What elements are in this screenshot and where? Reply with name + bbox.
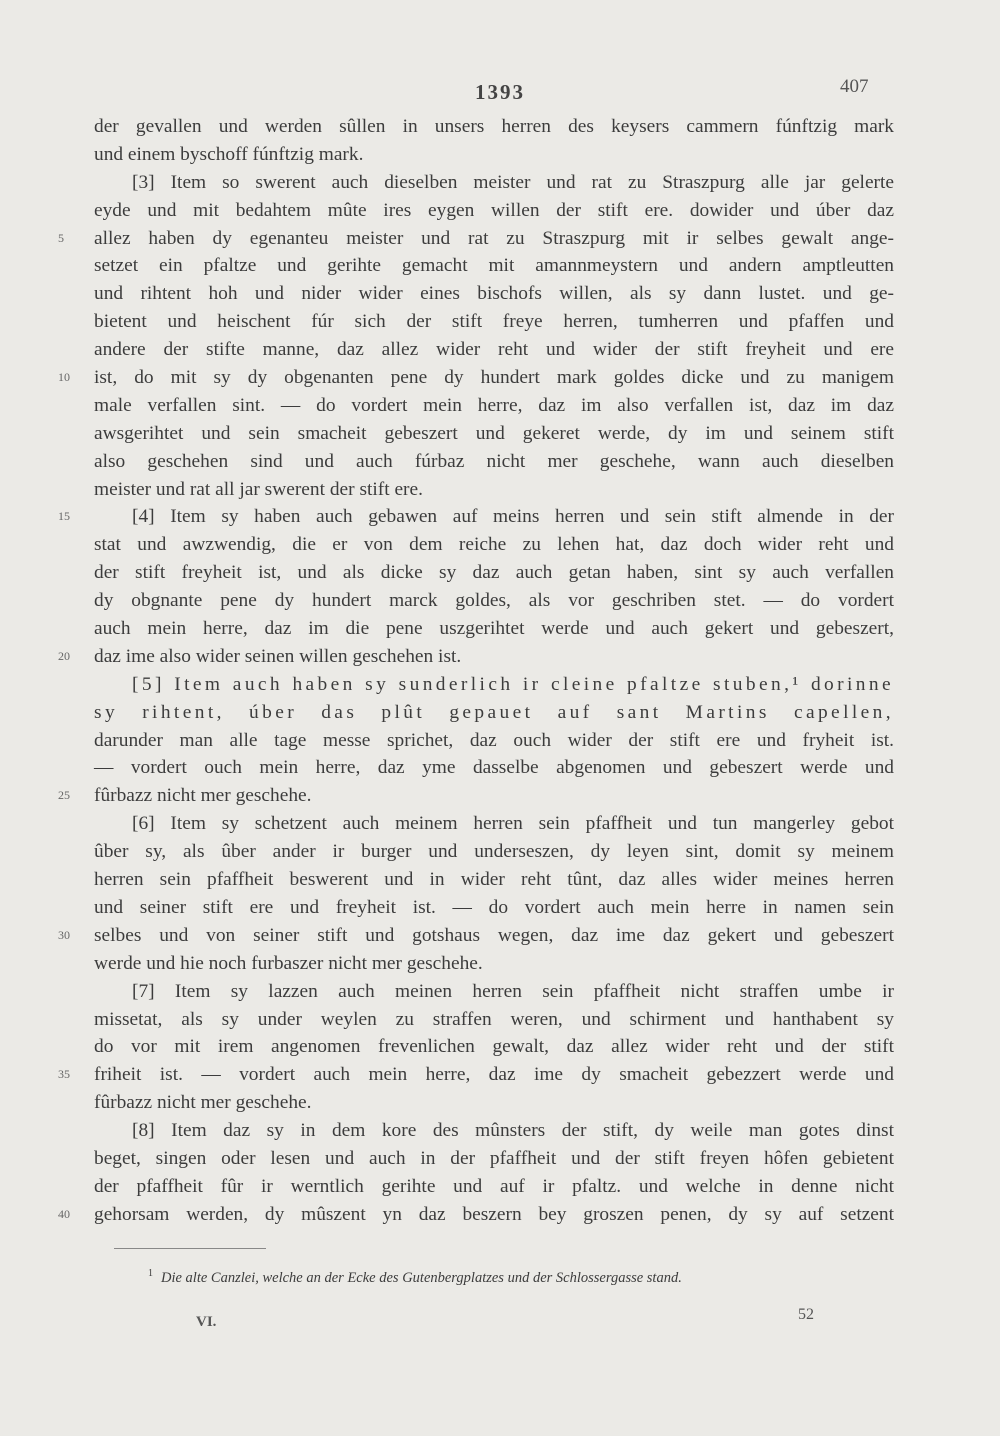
line-text: [6] Item sy schetzent auch meinem herren sein pfaffheit und tun mangerley gebot — [132, 813, 894, 835]
line-text: fûrbazz nicht mer geschehe. — [94, 1092, 312, 1114]
line-text: und seiner stift ere und freyheit ist. — do vordert auch mein herre in namen sein — [94, 896, 894, 918]
page-number: 407 — [840, 76, 869, 97]
line-text: gehorsam werden, dy mûszent yn daz beszern bey groszen penen, dy sy auf setzent — [94, 1203, 894, 1225]
line-text: setzet ein pfaltze und gerihte gemacht mit amannmeystern und andern amptleutten — [94, 255, 894, 277]
text-line — [94, 197, 894, 225]
line-number: 30 — [58, 927, 70, 942]
text-line — [94, 392, 894, 420]
line-text: awsgerihtet und sein smacheit gebeszert und gekeret werde, dy im und seinem stift — [94, 422, 894, 444]
line-text: allez haben dy egenanteu meister und rat zu Straszpurg mit ir selbes gewalt ange- — [94, 227, 894, 249]
text-line — [94, 1117, 894, 1145]
line-text: darunder man alle tage messe sprichet, daz ouch wider der stift ere und fryheit ist. — [94, 729, 894, 751]
text-line — [94, 280, 894, 308]
line-text: ûber sy, als ûber ander ir burger und underseszen, dy leyen sint, domit sy meinem — [94, 841, 894, 863]
text-line — [94, 1173, 894, 1201]
line-text: [4] Item sy haben auch gebawen auf meins herren und sein stift almende in der — [132, 506, 894, 528]
text-line — [58, 782, 894, 810]
line-text: andere der stifte manne, daz allez wider reht und wider der stift freyheit und ere — [94, 339, 894, 361]
text-line — [94, 1006, 894, 1034]
line-text: [7] Item sy lazzen auch meinen herren sein pfaffheit nicht straffen umbe ir — [132, 980, 894, 1002]
text-line — [58, 1061, 894, 1089]
line-number: 10 — [58, 370, 70, 385]
line-text: [5] Item auch haben sy sunderlich ir cleine pfaltze stuben,¹ dorinne — [132, 673, 894, 695]
line-text: fûrbazz nicht mer geschehe. — [94, 785, 312, 807]
text-line — [94, 615, 894, 643]
text-line — [94, 531, 894, 559]
text-line — [94, 727, 894, 755]
line-number: 25 — [58, 788, 70, 803]
line-text: eyde und mit bedahtem mûte ires eygen willen der stift ere. dowider und úber daz — [94, 199, 894, 221]
text-line — [94, 587, 894, 615]
sheet-signature: 52 — [798, 1306, 814, 1323]
text-line — [94, 308, 894, 336]
line-text: werde und hie noch furbaszer nicht mer geschehe. — [94, 952, 483, 974]
line-text: also geschehen sind und auch fúrbaz nicht mer geschehe, wann auch dieselben — [94, 450, 894, 472]
text-line — [94, 894, 894, 922]
text-line — [58, 1201, 894, 1229]
text-line — [94, 1089, 894, 1117]
line-text: und einem byschoff fúnftzig mark. — [94, 143, 364, 165]
text-line — [94, 476, 894, 504]
line-text: stat und awzwendig, die er von dem reiche zu lehen hat, daz doch wider reht und — [94, 534, 894, 556]
line-text: [8] Item daz sy in dem kore des mûnsters der stift, dy weile man gotes dinst — [132, 1120, 894, 1142]
line-text: daz ime also wider seinen willen geschehen ist. — [94, 645, 462, 667]
line-number: 35 — [58, 1067, 70, 1082]
line-text: male verfallen sint. — do vordert mein herre, daz im also verfallen ist, daz im daz — [94, 394, 894, 416]
line-text: herren sein pfaffheit beswerent und in wider reht tûnt, daz alles wider meines herren — [94, 869, 894, 891]
volume-signature: VI. — [196, 1314, 217, 1330]
text-line — [58, 364, 894, 392]
line-text: — vordert ouch mein herre, daz yme dasselbe abgenomen und gebeszert werde und — [94, 757, 894, 779]
footnote-marker: 1 — [148, 1268, 153, 1279]
line-text: beget, singen oder lesen und auch in der pfaffheit und der stift freyen hôfen gebietent — [94, 1147, 894, 1169]
text-line — [58, 225, 894, 253]
line-text: friheit ist. — vordert auch mein herre, daz ime dy smacheit gebezzert werde und — [94, 1064, 894, 1086]
text-line — [94, 448, 894, 476]
footnote-text: Die alte Canzlei, welche an der Ecke des Gutenbergplatzes und der Schlossergasse stand. — [161, 1269, 682, 1286]
footnote-divider — [114, 1248, 266, 1249]
text-line — [94, 420, 894, 448]
line-number: 15 — [58, 509, 70, 524]
line-text: ist, do mit sy dy obgenanten pene dy hundert mark goldes dicke und zu manigem — [94, 367, 894, 389]
text-line — [94, 671, 894, 699]
line-text: missetat, als sy under weylen zu straffen weren, und schirment und hanthabent sy — [94, 1008, 894, 1030]
text-line — [94, 252, 894, 280]
line-text: selbes und von seiner stift und gotshaus wegen, daz ime daz gekert und gebeszert — [94, 924, 894, 946]
text-line — [94, 559, 894, 587]
main-text-block — [58, 113, 894, 1229]
text-line — [94, 978, 894, 1006]
line-text: der gevallen und werden sûllen in unsers herren des keysers cammern fúnftzig mark — [94, 116, 894, 137]
line-text: sy rihtent, úber das plût gepauet auf sant Martins capellen, — [94, 701, 894, 723]
text-line — [94, 169, 894, 197]
text-line — [58, 922, 894, 950]
text-line — [94, 838, 894, 866]
line-text: der stift freyheit ist, und als dicke sy daz auch getan haben, sint sy auch verfallen — [94, 562, 894, 584]
text-line — [94, 1033, 894, 1061]
text-line — [94, 754, 894, 782]
line-text: dy obgnante pene dy hundert marck goldes, als vor geschriben stet. — do vordert — [94, 590, 894, 612]
text-line — [94, 113, 894, 141]
text-line — [94, 810, 894, 838]
text-line — [94, 699, 894, 727]
line-number: 20 — [58, 648, 70, 663]
running-head-year: 1393 — [475, 80, 525, 104]
line-text: do vor mit irem angenomen frevenlichen gewalt, daz allez wider reht und der stift — [94, 1036, 894, 1058]
line-text: und rihtent hoh und nider wider eines bischofs willen, als sy dann lustet. und ge- — [94, 283, 894, 305]
line-number: 40 — [58, 1206, 70, 1221]
text-line — [94, 1145, 894, 1173]
text-line — [94, 141, 894, 169]
text-line — [94, 866, 894, 894]
text-line — [58, 503, 894, 531]
text-line — [58, 643, 894, 671]
footnote — [148, 1268, 868, 1287]
text-line — [94, 336, 894, 364]
text-line — [94, 950, 894, 978]
line-text: [3] Item so swerent auch dieselben meister und rat zu Straszpurg alle jar gelerte — [132, 171, 894, 193]
line-number: 5 — [58, 230, 64, 245]
line-text: meister und rat all jar swerent der stift ere. — [94, 478, 423, 500]
line-text: der pfaffheit fûr ir werntlich gerihte und auf ir pfaltz. und welche in denne nicht — [94, 1175, 894, 1197]
line-text: auch mein herre, daz im die pene uszgerihtet werde und auch gekert und gebeszert, — [94, 618, 894, 640]
line-text: bietent und heischent fúr sich der stift freye herren, tumherren und pfaffen und — [94, 311, 894, 333]
